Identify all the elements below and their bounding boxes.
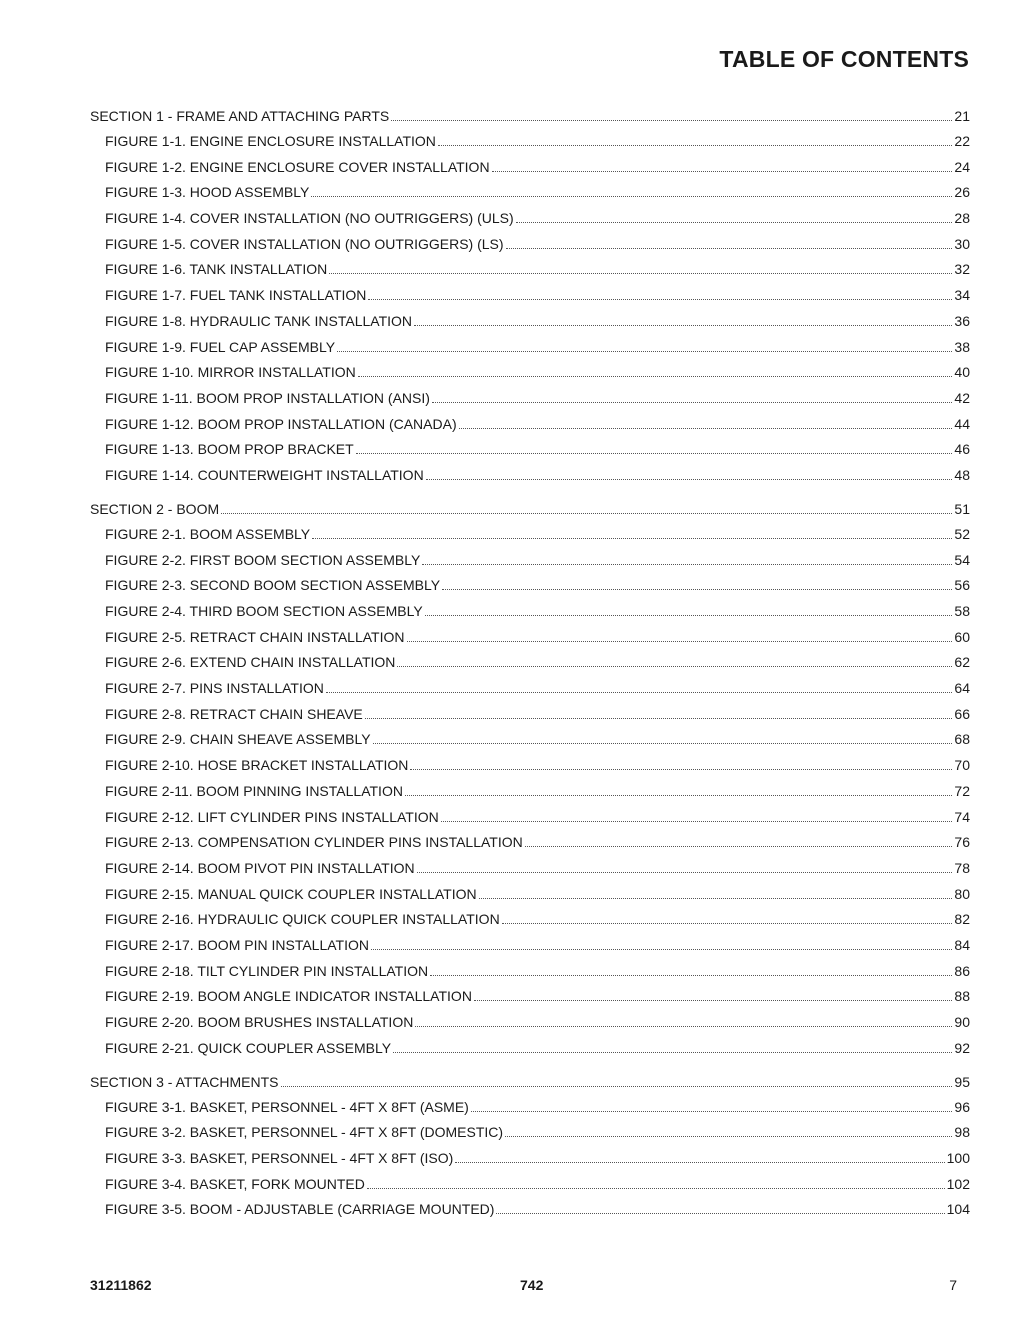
dot-leader (312, 527, 952, 539)
toc-entry-page: 62 (954, 654, 970, 671)
dot-leader (430, 964, 952, 976)
toc-entry-label: FIGURE 2-7. PINS INSTALLATION (105, 680, 324, 697)
toc-entry-label: FIGURE 1-6. TANK INSTALLATION (105, 261, 328, 278)
dot-leader (502, 912, 953, 924)
footer-center-number: 742 (520, 1277, 544, 1293)
toc-entry-page: 21 (954, 108, 970, 124)
toc-section-entry[interactable] (90, 1074, 970, 1091)
toc-entry-page: 48 (954, 466, 970, 483)
toc-entry-label: FIGURE 3-1. BASKET, PERSONNEL - 4FT X 8FT (ASME) (105, 1098, 469, 1115)
toc-entry-page: 78 (954, 859, 970, 876)
dot-leader (410, 758, 952, 770)
toc-entry-label: FIGURE 3-3. BASKET, PERSONNEL - 4FT X 8FT (ISO) (105, 1150, 454, 1167)
toc-entry-label: FIGURE 3-4. BASKET, FORK MOUNTED (105, 1175, 365, 1192)
toc-entry-page: 22 (954, 133, 970, 149)
toc-entry-page: 88 (954, 988, 970, 1005)
dot-leader (371, 938, 952, 950)
dot-leader (459, 417, 953, 429)
toc-entry-label: SECTION 3 - ATTACHMENTS (90, 1073, 279, 1090)
dot-leader (329, 262, 952, 274)
toc-entry-label: FIGURE 1-13. BOOM PROP BRACKET (105, 441, 354, 458)
toc-entry-label: FIGURE 1-10. MIRROR INSTALLATION (105, 364, 356, 381)
toc-figure-entry[interactable] (90, 757, 970, 774)
toc-entry-label: FIGURE 2-19. BOOM ANGLE INDICATOR INSTALLATION (105, 988, 472, 1005)
toc-entry-page: 80 (954, 885, 970, 902)
toc-figure-entry[interactable] (90, 1099, 970, 1116)
toc-figure-entry[interactable] (90, 911, 970, 928)
toc-figure-entry[interactable] (90, 834, 970, 851)
toc-entry-page: 36 (954, 312, 970, 329)
toc-figure-entry[interactable] (90, 603, 970, 620)
page-footer (90, 1277, 957, 1297)
toc-figure-entry[interactable] (90, 1040, 970, 1057)
toc-entry-page: 72 (954, 782, 970, 799)
toc-figure-entry[interactable] (90, 860, 970, 877)
toc-entry-page: 82 (954, 911, 970, 928)
dot-leader (426, 468, 953, 480)
toc-entry-label: FIGURE 1-5. COVER INSTALLATION (NO OUTRIGGERS) (LS) (105, 235, 504, 252)
toc-entry-page: 52 (954, 525, 970, 542)
dot-leader (393, 1041, 952, 1053)
toc-figure-entry[interactable] (90, 988, 970, 1005)
dot-leader (337, 340, 952, 352)
toc-figure-entry[interactable] (90, 441, 970, 458)
toc-figure-entry[interactable] (90, 184, 970, 201)
page-title: TABLE OF CONTENTS (719, 46, 969, 72)
toc-entry-label: SECTION 2 - BOOM (90, 500, 220, 517)
toc-entry-label: FIGURE 1-1. ENGINE ENCLOSURE INSTALLATION (105, 133, 436, 149)
dot-leader (506, 237, 953, 249)
toc-figure-entry[interactable] (90, 416, 970, 433)
dot-leader (455, 1151, 944, 1163)
toc-entry-label: FIGURE 2-18. TILT CYLINDER PIN INSTALLATION (105, 962, 429, 979)
dot-leader (367, 1177, 945, 1189)
toc-entry-page: 92 (954, 1039, 970, 1056)
dot-leader (391, 109, 952, 121)
toc-entry-page: 38 (954, 338, 970, 355)
dot-leader (479, 887, 953, 899)
toc-entry-label: FIGURE 2-8. RETRACT CHAIN SHEAVE (105, 705, 363, 722)
toc-figure-entry[interactable] (90, 552, 970, 569)
dot-leader (373, 732, 953, 744)
toc-figure-entry[interactable] (90, 654, 970, 671)
toc-figure-entry[interactable] (90, 680, 970, 697)
toc-entry-label: FIGURE 2-4. THIRD BOOM SECTION ASSEMBLY (105, 603, 423, 619)
toc-entry-page: 100 (946, 1150, 970, 1167)
dot-leader (492, 160, 953, 172)
dot-leader (415, 1015, 952, 1027)
toc-entry-page: 84 (954, 936, 970, 953)
toc-entry-label: FIGURE 2-3. SECOND BOOM SECTION ASSEMBLY (105, 577, 441, 594)
toc-figure-entry[interactable] (90, 339, 970, 356)
toc-entry-page: 26 (954, 184, 970, 201)
dot-leader (405, 784, 952, 796)
toc-entry-page: 24 (954, 158, 970, 175)
dot-leader (417, 861, 953, 873)
dot-leader (368, 288, 952, 300)
toc-entry-page: 104 (946, 1201, 970, 1218)
toc-figure-entry[interactable] (90, 1150, 970, 1167)
toc-entry-page: 51 (954, 500, 970, 517)
dot-leader (397, 655, 952, 667)
toc-figure-entry[interactable] (90, 1176, 970, 1193)
toc-entry-label: FIGURE 2-12. LIFT CYLINDER PINS INSTALLATION (105, 808, 439, 825)
toc-figure-entry[interactable] (90, 287, 970, 304)
toc-figure-entry[interactable] (90, 210, 970, 227)
toc-section-entry[interactable] (90, 108, 970, 125)
toc-figure-entry[interactable] (90, 1014, 970, 1031)
toc-entry-page: 54 (954, 551, 970, 568)
dot-leader (221, 502, 952, 514)
toc-entry-page: 95 (954, 1073, 970, 1090)
toc-entry-page: 90 (954, 1014, 970, 1030)
toc-entry-page: 40 (954, 364, 970, 381)
toc-figure-entry[interactable] (90, 390, 970, 407)
dot-leader (365, 707, 953, 719)
toc-entry-label: FIGURE 1-9. FUEL CAP ASSEMBLY (105, 338, 336, 355)
toc-figure-entry[interactable] (90, 236, 970, 253)
toc-entry-label: FIGURE 2-14. BOOM PIVOT PIN INSTALLATION (105, 859, 415, 876)
toc-entry-label: FIGURE 2-17. BOOM PIN INSTALLATION (105, 936, 369, 953)
toc-figure-entry[interactable] (90, 809, 970, 826)
toc-entry-page: 42 (954, 389, 970, 406)
toc-figure-entry[interactable] (90, 783, 970, 800)
toc-figure-entry[interactable] (90, 577, 970, 594)
toc-entry-page: 28 (954, 210, 970, 227)
toc-entry-label: FIGURE 2-1. BOOM ASSEMBLY (105, 525, 311, 542)
toc-entry-label: FIGURE 2-5. RETRACT CHAIN INSTALLATION (105, 628, 405, 645)
toc-figure-entry[interactable] (90, 731, 970, 748)
toc-figure-entry[interactable] (90, 963, 970, 980)
page-number: 7 (949, 1277, 957, 1293)
toc-figure-entry[interactable] (90, 261, 970, 278)
toc-entry-label: FIGURE 2-10. HOSE BRACKET INSTALLATION (105, 757, 409, 774)
toc-entry-page: 58 (954, 603, 970, 619)
dot-leader (407, 630, 953, 642)
toc-entry-page: 76 (954, 834, 970, 851)
dot-leader (516, 211, 953, 223)
document-number: 31211862 (90, 1277, 152, 1293)
toc-figure-entry[interactable] (90, 467, 970, 484)
toc-entry-label: FIGURE 2-13. COMPENSATION CYLINDER PINS INSTALLATION (105, 834, 523, 851)
toc-entry-label: FIGURE 1-3. HOOD ASSEMBLY (105, 184, 310, 201)
table-of-contents (90, 105, 970, 1227)
toc-figure-entry[interactable] (90, 313, 970, 330)
toc-figure-entry[interactable] (90, 364, 970, 381)
toc-entry-page: 96 (954, 1098, 970, 1115)
toc-entry-page: 86 (954, 962, 970, 979)
dot-leader (496, 1202, 944, 1214)
toc-entry-page: 66 (954, 705, 970, 722)
toc-figure-entry[interactable] (90, 629, 970, 646)
toc-entry-label: FIGURE 2-21. QUICK COUPLER ASSEMBLY (105, 1039, 392, 1056)
toc-entry-page: 34 (954, 287, 970, 304)
toc-entry-label: FIGURE 1-14. COUNTERWEIGHT INSTALLATION (105, 466, 424, 483)
toc-entry-label: FIGURE 1-4. COVER INSTALLATION (NO OUTRIGGERS) (ULS) (105, 210, 514, 227)
toc-entry-page: 32 (954, 261, 970, 278)
dot-leader (474, 989, 952, 1001)
dot-leader (356, 442, 953, 454)
dot-leader (441, 810, 953, 822)
toc-entry-label: FIGURE 2-16. HYDRAULIC QUICK COUPLER INSTALLATION (105, 911, 500, 928)
dot-leader (358, 365, 953, 377)
toc-entry-label: FIGURE 2-9. CHAIN SHEAVE ASSEMBLY (105, 731, 371, 748)
toc-entry-page: 98 (954, 1124, 970, 1141)
toc-figure-entry[interactable] (90, 706, 970, 723)
toc-entry-page: 46 (954, 441, 970, 458)
toc-entry-label: FIGURE 2-11. BOOM PINNING INSTALLATION (105, 782, 403, 799)
toc-figure-entry[interactable] (90, 1201, 970, 1218)
toc-entry-label: FIGURE 1-12. BOOM PROP INSTALLATION (CANADA) (105, 415, 457, 432)
toc-entry-page: 44 (954, 415, 970, 432)
dot-leader (326, 681, 953, 693)
toc-figure-entry[interactable] (90, 133, 970, 150)
toc-figure-entry[interactable] (90, 159, 970, 176)
toc-section-entry[interactable] (90, 501, 970, 518)
toc-entry-page: 68 (954, 731, 970, 748)
dot-leader (438, 134, 953, 146)
dot-leader (442, 578, 952, 590)
toc-entry-label: FIGURE 1-7. FUEL TANK INSTALLATION (105, 287, 367, 304)
toc-figure-entry[interactable] (90, 937, 970, 954)
dot-leader (414, 314, 952, 326)
toc-entry-page: 102 (946, 1175, 970, 1192)
toc-figure-entry[interactable] (90, 526, 970, 543)
toc-figure-entry[interactable] (90, 1124, 970, 1141)
toc-entry-label: FIGURE 3-5. BOOM - ADJUSTABLE (CARRIAGE MOUNTED) (105, 1201, 495, 1218)
toc-entry-label: FIGURE 2-2. FIRST BOOM SECTION ASSEMBLY (105, 551, 421, 568)
toc-entry-label: FIGURE 2-15. MANUAL QUICK COUPLER INSTALLATION (105, 885, 477, 902)
toc-entry-label: FIGURE 1-11. BOOM PROP INSTALLATION (ANSI) (105, 389, 430, 406)
dot-leader (432, 391, 953, 403)
toc-entry-page: 64 (954, 680, 970, 697)
toc-entry-label: FIGURE 3-2. BASKET, PERSONNEL - 4FT X 8FT (DOMESTIC) (105, 1124, 504, 1141)
toc-entry-label: SECTION 1 - FRAME AND ATTACHING PARTS (90, 108, 390, 124)
toc-figure-entry[interactable] (90, 886, 970, 903)
dot-leader (471, 1100, 953, 1112)
toc-entry-page: 74 (954, 808, 970, 825)
dot-leader (525, 835, 953, 847)
toc-entry-label: FIGURE 2-6. EXTEND CHAIN INSTALLATION (105, 654, 396, 671)
dot-leader (425, 604, 953, 616)
dot-leader (311, 185, 952, 197)
dot-leader (422, 553, 952, 565)
toc-entry-page: 30 (954, 235, 970, 252)
toc-entry-label: FIGURE 1-2. ENGINE ENCLOSURE COVER INSTALLATION (105, 158, 490, 175)
toc-entry-page: 56 (954, 577, 970, 594)
toc-entry-label: FIGURE 1-8. HYDRAULIC TANK INSTALLATION (105, 312, 413, 329)
toc-entry-label: FIGURE 2-20. BOOM BRUSHES INSTALLATION (105, 1014, 414, 1030)
dot-leader (505, 1125, 952, 1137)
dot-leader (281, 1075, 953, 1087)
toc-entry-page: 60 (954, 628, 970, 645)
toc-entry-page: 70 (954, 757, 970, 774)
